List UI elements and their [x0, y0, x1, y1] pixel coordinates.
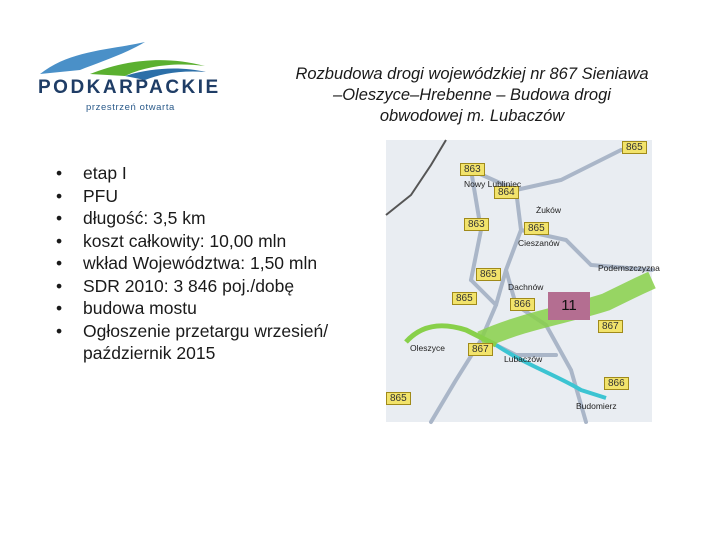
- title-line-3: obwodowej m. Lubaczów: [379, 107, 565, 125]
- town-label: Cieszanów: [518, 238, 560, 248]
- road-number-badge: 865: [386, 392, 411, 405]
- list-item: • Ogłoszenie przetargu wrzesień/ październik 2015: [56, 320, 336, 365]
- list-item: • etap I: [56, 162, 336, 185]
- logo-tagline: przestrzeń otwarta: [86, 102, 175, 113]
- road-number-badge: 865: [524, 222, 549, 235]
- road-number-badge: 863: [464, 218, 489, 231]
- slide-title: [262, 64, 682, 127]
- logo-wordmark: PODKARPACKIE: [38, 77, 221, 98]
- road-map: [386, 140, 660, 422]
- road-number-badge: 865: [452, 292, 477, 305]
- list-item: • wkład Województwa: 1,50 mln: [56, 252, 336, 275]
- list-item: • budowa mostu: [56, 297, 336, 320]
- facts-list: [56, 162, 336, 365]
- road-number-badge: 865: [476, 268, 501, 281]
- title-line-1: Rozbudowa drogi wojewódzkiej nr 867 Sieniawa: [295, 65, 649, 83]
- town-label: Oleszyce: [410, 343, 445, 353]
- town-label: Nowy Lubliniec: [464, 179, 522, 189]
- podkarpackie-logo: [30, 40, 221, 120]
- road-number-badge: 863: [460, 163, 485, 176]
- list-item: • długość: 3,5 km: [56, 207, 336, 230]
- town-label: Podemszczyzna: [598, 263, 660, 273]
- list-item: • koszt całkowity: 10,00 mln: [56, 230, 336, 253]
- town-label: Lubaczów: [504, 354, 543, 364]
- list-item: • PFU: [56, 185, 336, 208]
- slide-number-badge: 11: [548, 292, 590, 320]
- road-number-badge: 865: [622, 141, 647, 154]
- title-line-2: –Oleszyce–Hrebenne – Budowa drogi: [333, 86, 611, 104]
- road-number-badge: 867: [598, 320, 623, 333]
- list-item: • SDR 2010: 3 846 poj./dobę: [56, 275, 336, 298]
- road-number-badge: 866: [510, 298, 535, 311]
- road-number-badge: 867: [468, 343, 493, 356]
- town-label: Budomierz: [576, 401, 617, 411]
- road-number-badge: 866: [604, 377, 629, 390]
- road-number-badge: 864: [494, 186, 519, 199]
- town-label: Żuków: [536, 205, 562, 215]
- town-label: Dachnów: [508, 282, 544, 292]
